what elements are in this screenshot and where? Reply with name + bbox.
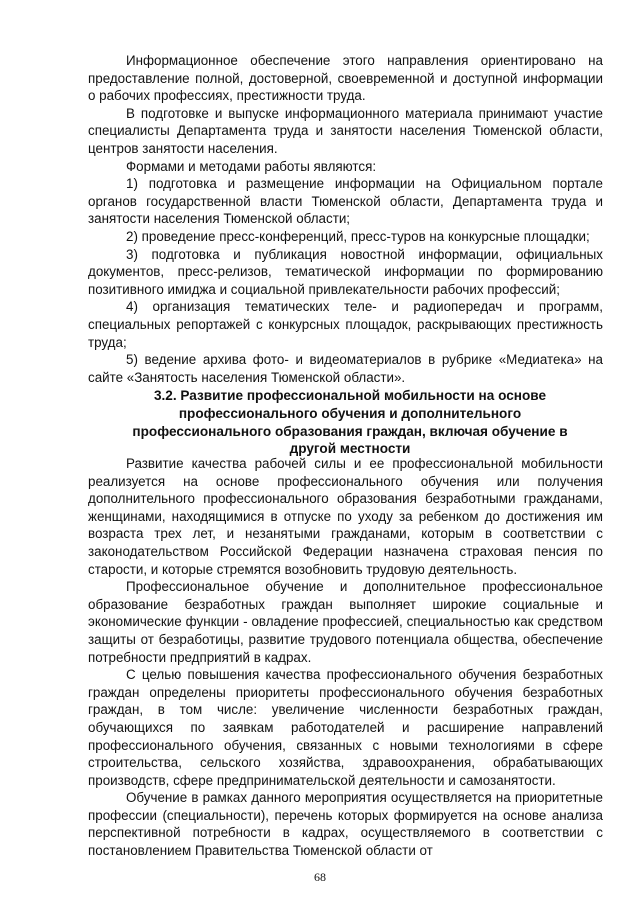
list-item: 1) подготовка и размещение информации на Официальном портале органов государственной власти Тюменской области, Департамента труда и занятости населения Тюменской области; bbox=[88, 176, 603, 227]
section-body bbox=[88, 455, 603, 860]
section-heading: 3.2. Развитие профессиональной мобильности на основе профессионального обучения и дополнительного профессионального образования граждан, включая обучение в другой местности bbox=[132, 388, 568, 457]
paragraph: Обучение в рамках данного мероприятия осуществляется на приоритетные профессии (специальности), перечень которых формируется на основе анализа перспективной потребности в кадрах, осуществляемого в соответствии с постановлением Правительства Тюменской области от bbox=[88, 790, 603, 859]
section-heading-block bbox=[115, 387, 585, 458]
paragraph: С целью повышения качества профессионального обучения безработных граждан определены приоритеты профессионального обучения безработных граждан, в том числе: увеличение численности безработных граждан, обучающихся по заявкам работодателей и расширение направлений профессионального обучения, связанных с новыми технологиями в сфере строительства, сельского хозяйства, здравоохранения, обрабатывающих производств, сфере предпринимательской деятельности и самозанятости. bbox=[88, 667, 603, 788]
paragraph: Формами и методами работы являются: bbox=[126, 158, 377, 174]
list-item: 3) подготовка и публикация новостной информации, официальных документов, пресс-релизов, тематической информации по формированию позитивного имиджа и социальной привлекательности рабочих профессий; bbox=[88, 246, 603, 297]
list-item: 2) проведение пресс-конференций, пресс-туров на конкурсные площадки; bbox=[126, 228, 590, 244]
paragraph: В подготовке и выпуске информационного материала принимают участие специалисты Департамента труда и занятости населения Тюменской области, центров занятости населения. bbox=[88, 105, 603, 156]
paragraph: Информационное обеспечение этого направления ориентировано на предоставление полной, достоверной, своевременной и доступной информации о рабочих профессиях, престижности труда. bbox=[88, 53, 603, 104]
page-number: 68 bbox=[314, 870, 326, 884]
paragraph: Развитие качества рабочей силы и ее профессиональной мобильности реализуется на основе профессионального обучения или получения дополнительного профессионального образования безработными гражданами, женщинами, находящимися в отпуске по уходу за ребенком до достижения им возраста трех лет, и незанятыми гражданами, которым в соответствии с законодательством Российской Федерации назначена страховая пенсия по старости, и которые стремятся возобновить трудовую деятельность. bbox=[88, 456, 603, 577]
list-item: 5) ведение архива фото- и видеоматериалов в рубрике «Медиатека» на сайте «Занятость населения Тюменской области». bbox=[88, 352, 603, 385]
list-item: 4) организация тематических теле- и радиопередач и программ, специальных репортажей с конкурсных площадок, раскрывающих престижность труда; bbox=[88, 299, 603, 350]
intro-section bbox=[88, 52, 603, 386]
paragraph: Профессиональное обучение и дополнительное профессиональное образование безработных граждан выполняет широкие социальные и экономические функции - овладение профессией, специальностью как средством защиты от безработицы, развитие трудового потенциала общества, обеспечение потребности предприятий в кадрах. bbox=[88, 579, 603, 665]
